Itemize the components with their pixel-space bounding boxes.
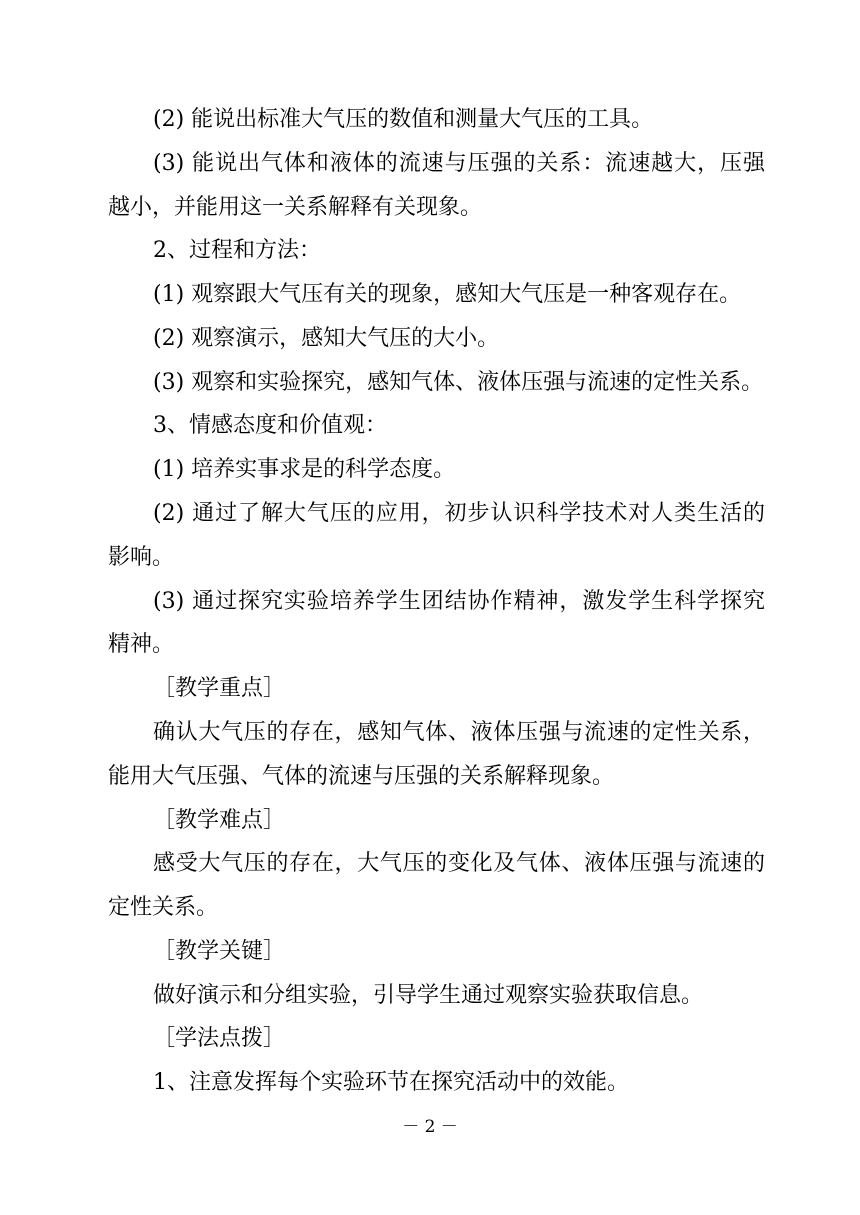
paragraph-line: (3) 通过探究实验培养学生团结协作精神，激发学生科学探究 [153,589,765,614]
paragraph-line: 影响。 [108,545,175,570]
paragraph-line: 感受大气压的存在，大气压的变化及气体、液体压强与流速的 [153,851,765,876]
key-points-title: ［教学重点］ [153,676,286,701]
paragraph-line: 确认大气压的存在，感知气体、液体压强与流速的定性关系， [153,720,765,745]
paragraph-line: 越小，并能用这一关系解释有关现象。 [108,195,483,220]
paragraph-line: (2) 能说出标准大气压的数值和测量大气压的工具。 [153,107,654,132]
paragraph-line: 精神。 [108,632,175,657]
paragraph-line: 做好演示和分组实验，引导学生通过观察实验获取信息。 [153,983,704,1008]
paragraph-line: (2) 观察演示，感知大气压的大小。 [153,326,500,351]
paragraph-line: (3) 能说出气体和液体的流速与压强的关系：流速越大，压强 [153,151,765,176]
section-heading: 3、情感态度和价值观： [153,413,387,438]
learning-method-title: ［学法点拨］ [153,1026,286,1051]
paragraph-line: (3) 观察和实验探究，感知气体、液体压强与流速的定性关系。 [153,370,764,395]
paragraph-line: 定性关系。 [108,895,219,920]
paragraph-line: (1) 观察跟大气压有关的现象，感知大气压是一种客观存在。 [153,282,742,307]
paragraph-line: 能用大气压强、气体的流速与压强的关系解释现象。 [108,764,615,789]
key-link-title: ［教学关键］ [153,939,286,964]
paragraph-line: (1) 培养实事求是的科学态度。 [153,457,456,482]
paragraph-line: 1、注意发挥每个实验环节在探究活动中的效能。 [153,1070,629,1095]
paragraph-line: (2) 通过了解大气压的应用，初步认识科学技术对人类生活的 [153,501,765,526]
difficult-points-title: ［教学难点］ [153,808,286,833]
page-number: － 2 － [402,1117,458,1137]
section-heading: 2、过程和方法： [153,238,321,263]
